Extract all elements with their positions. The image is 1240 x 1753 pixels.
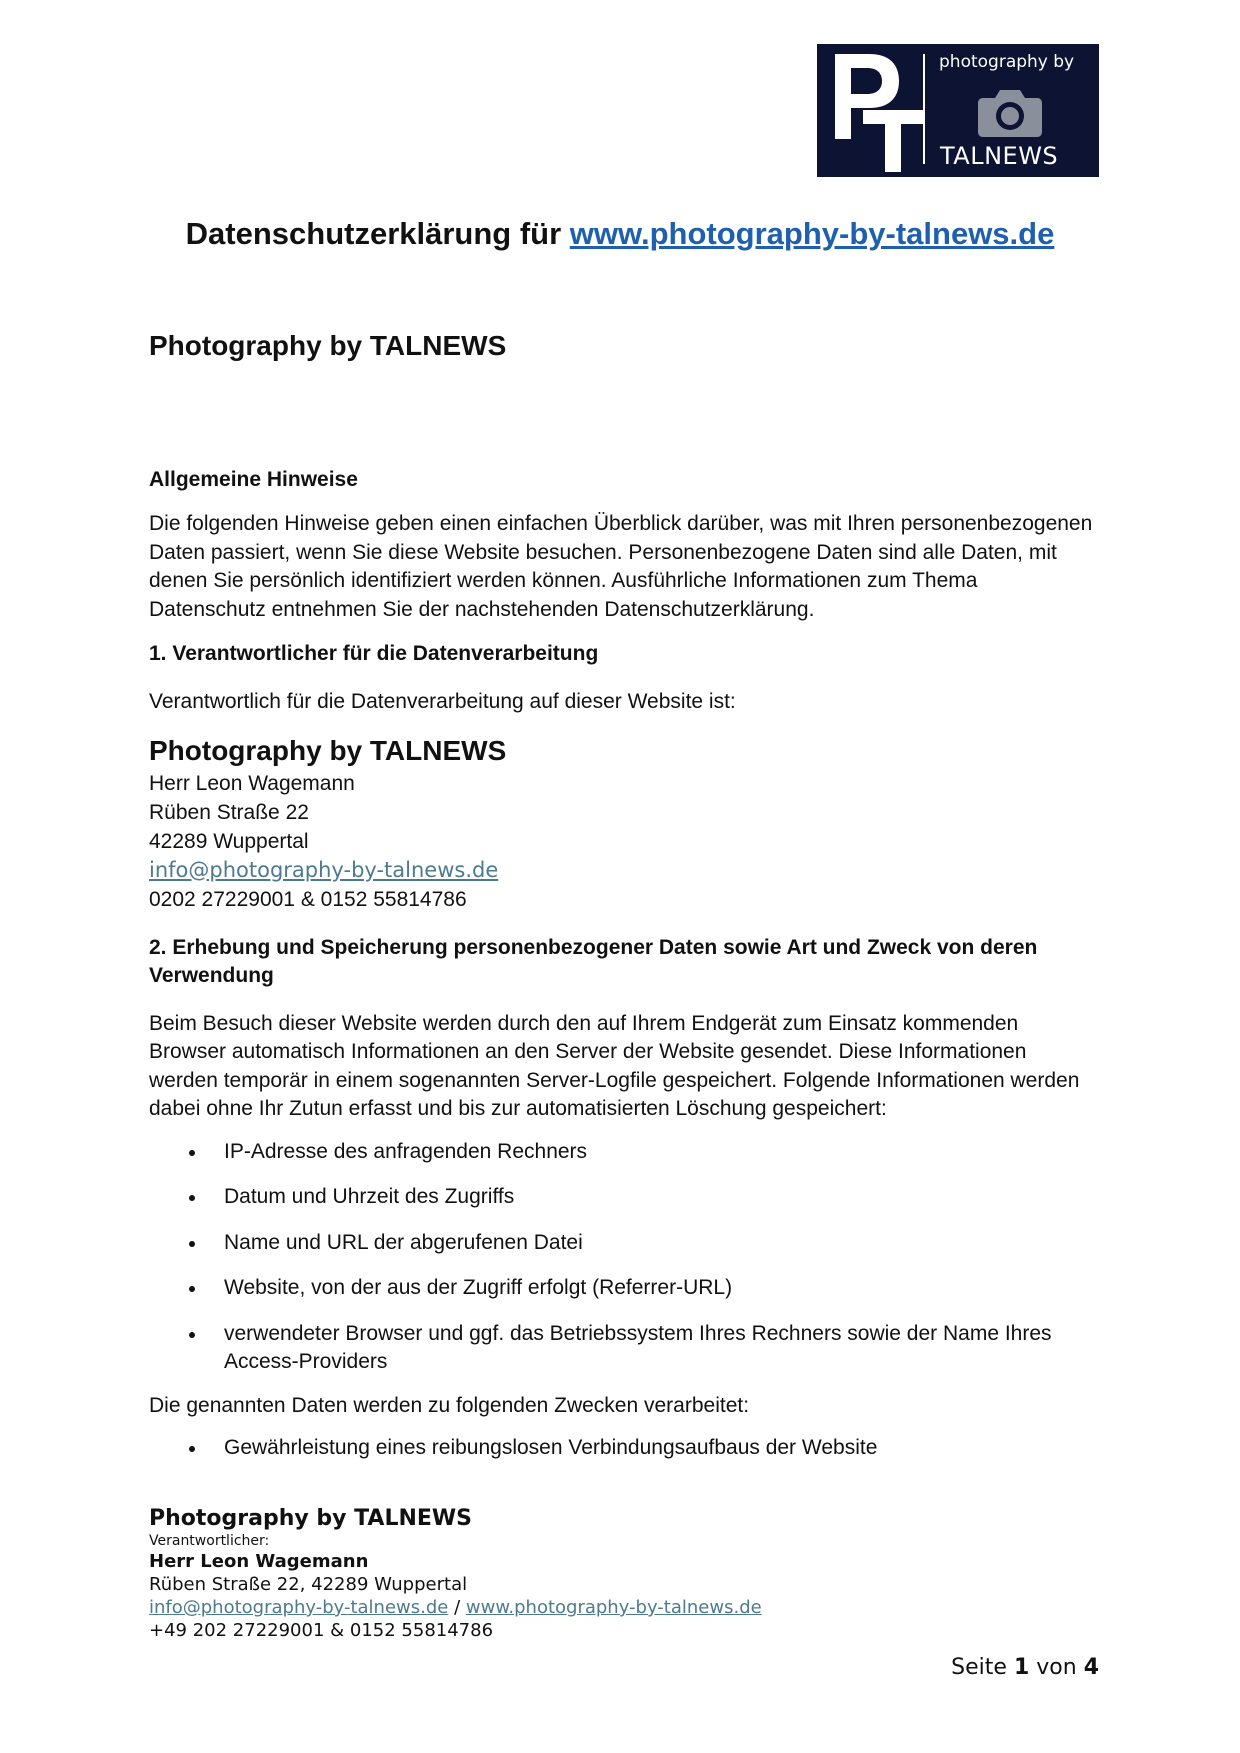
logfile-list: [149, 1138, 1099, 1377]
logo-brand: TALNEWS: [940, 142, 1059, 170]
purpose-text: Die genannten Daten werden zu folgenden Zwecken verarbeitet:: [149, 1393, 750, 1417]
list-item: Datum und Uhrzeit des Zugriffs: [149, 1183, 1099, 1212]
section-text-2: Beim Besuch dieser Website werden durch den auf Ihrem Endgerät zum Einsatz kommenden Browser automatisch Informationen an den Server der Website gesendet. Diese Informationen werden temporär in einem sogenannten Server-Logfile gespeichert. Folgende Informationen werden dabei ohne Ihr Zutun erfasst und bis zur automatisierten Löschung gespeichert:: [149, 1011, 1080, 1120]
list-item: verwendeter Browser und ggf. das Betriebssystem Ihres Rechners sowie der Name Ihres Access-Providers: [149, 1320, 1099, 1377]
bullet-icon: [189, 1286, 195, 1292]
footer-phone: +49 202 27229001 & 0152 55814786: [149, 1620, 494, 1641]
section-heading-2: 2. Erhebung und Speicherung personenbezogener Daten sowie Art und Zweck von deren Verwendung: [149, 935, 1038, 987]
footer-contact-links: [149, 1597, 1099, 1618]
footer-org: Photography by TALNEWS: [149, 1506, 473, 1531]
org-heading: Photography by TALNEWS: [149, 330, 507, 361]
logo-tagline: photography by: [939, 52, 1075, 72]
list-item: IP-Adresse des anfragenden Rechners: [149, 1138, 1099, 1167]
pt-monogram: [825, 44, 925, 177]
responsible-street: Rüben Straße 22: [149, 800, 309, 824]
title-website-link[interactable]: www.photography-by-talnews.de: [569, 216, 1055, 251]
responsible-city: 42289 Wuppertal: [149, 829, 309, 853]
section-heading-1: 1. Verantwortlicher für die Datenverarbeitung: [149, 642, 599, 665]
bullet-icon: [189, 1195, 195, 1201]
title-prefix: Datenschutzerklärung für: [185, 216, 562, 251]
section-heading-allgemein: Allgemeine Hinweise: [149, 468, 358, 491]
page-middle: von: [1036, 1655, 1077, 1680]
document-title: [0, 216, 1240, 252]
page-total: 4: [1083, 1655, 1099, 1680]
footer-separator: /: [448, 1597, 466, 1618]
document-body: [149, 330, 1099, 1480]
bullet-icon: [189, 1446, 195, 1452]
footer-website-link[interactable]: www.photography-by-talnews.de: [465, 1597, 762, 1618]
responsible-phone: 0202 27229001 & 0152 55814786: [149, 887, 467, 911]
responsible-address: [149, 769, 1099, 914]
purpose-list: [149, 1434, 1099, 1463]
section-text-1: Verantwortlich für die Datenverarbeitung auf dieser Website ist:: [149, 690, 736, 713]
footer-name: Herr Leon Wagemann: [149, 1551, 369, 1572]
logo: [817, 44, 1099, 177]
page-number: [951, 1655, 1099, 1680]
footer-address: Rüben Straße 22, 42289 Wuppertal: [149, 1574, 468, 1595]
list-item: Website, von der aus der Zugriff erfolgt (Referrer-URL): [149, 1274, 1099, 1303]
camera-icon: [977, 86, 1043, 138]
logo-divider: [923, 54, 925, 164]
responsible-name: Photography by TALNEWS: [149, 734, 507, 766]
section-text-allgemein: Die folgenden Hinweise geben einen einfachen Überblick darüber, was mit Ihren personenbezogenen Daten passiert, wenn Sie diese Website besuchen. Personenbezogene Daten sind alle Daten, mit denen Sie persönlich identifiziert werden können. Ausführliche Informationen zum Thema Datenschutz entnehmen Sie der nachstehenden Datenschutzerklärung.: [149, 512, 1093, 621]
footer-label: Verantwortlicher:: [149, 1533, 270, 1549]
responsible-email-link[interactable]: info@photography-by-talnews.de: [149, 857, 499, 882]
page-footer: [149, 1506, 1099, 1641]
bullet-icon: [189, 1241, 195, 1247]
list-item: Gewährleistung eines reibungslosen Verbindungsaufbaus der Website: [149, 1434, 1099, 1463]
responsible-person: Herr Leon Wagemann: [149, 771, 355, 795]
list-item: Name und URL der abgerufenen Datei: [149, 1229, 1099, 1258]
footer-email-link[interactable]: info@photography-by-talnews.de: [149, 1597, 449, 1618]
page-prefix: Seite: [951, 1655, 1007, 1680]
page-current: 1: [1013, 1655, 1030, 1680]
bullet-icon: [189, 1150, 195, 1156]
bullet-icon: [189, 1332, 195, 1338]
